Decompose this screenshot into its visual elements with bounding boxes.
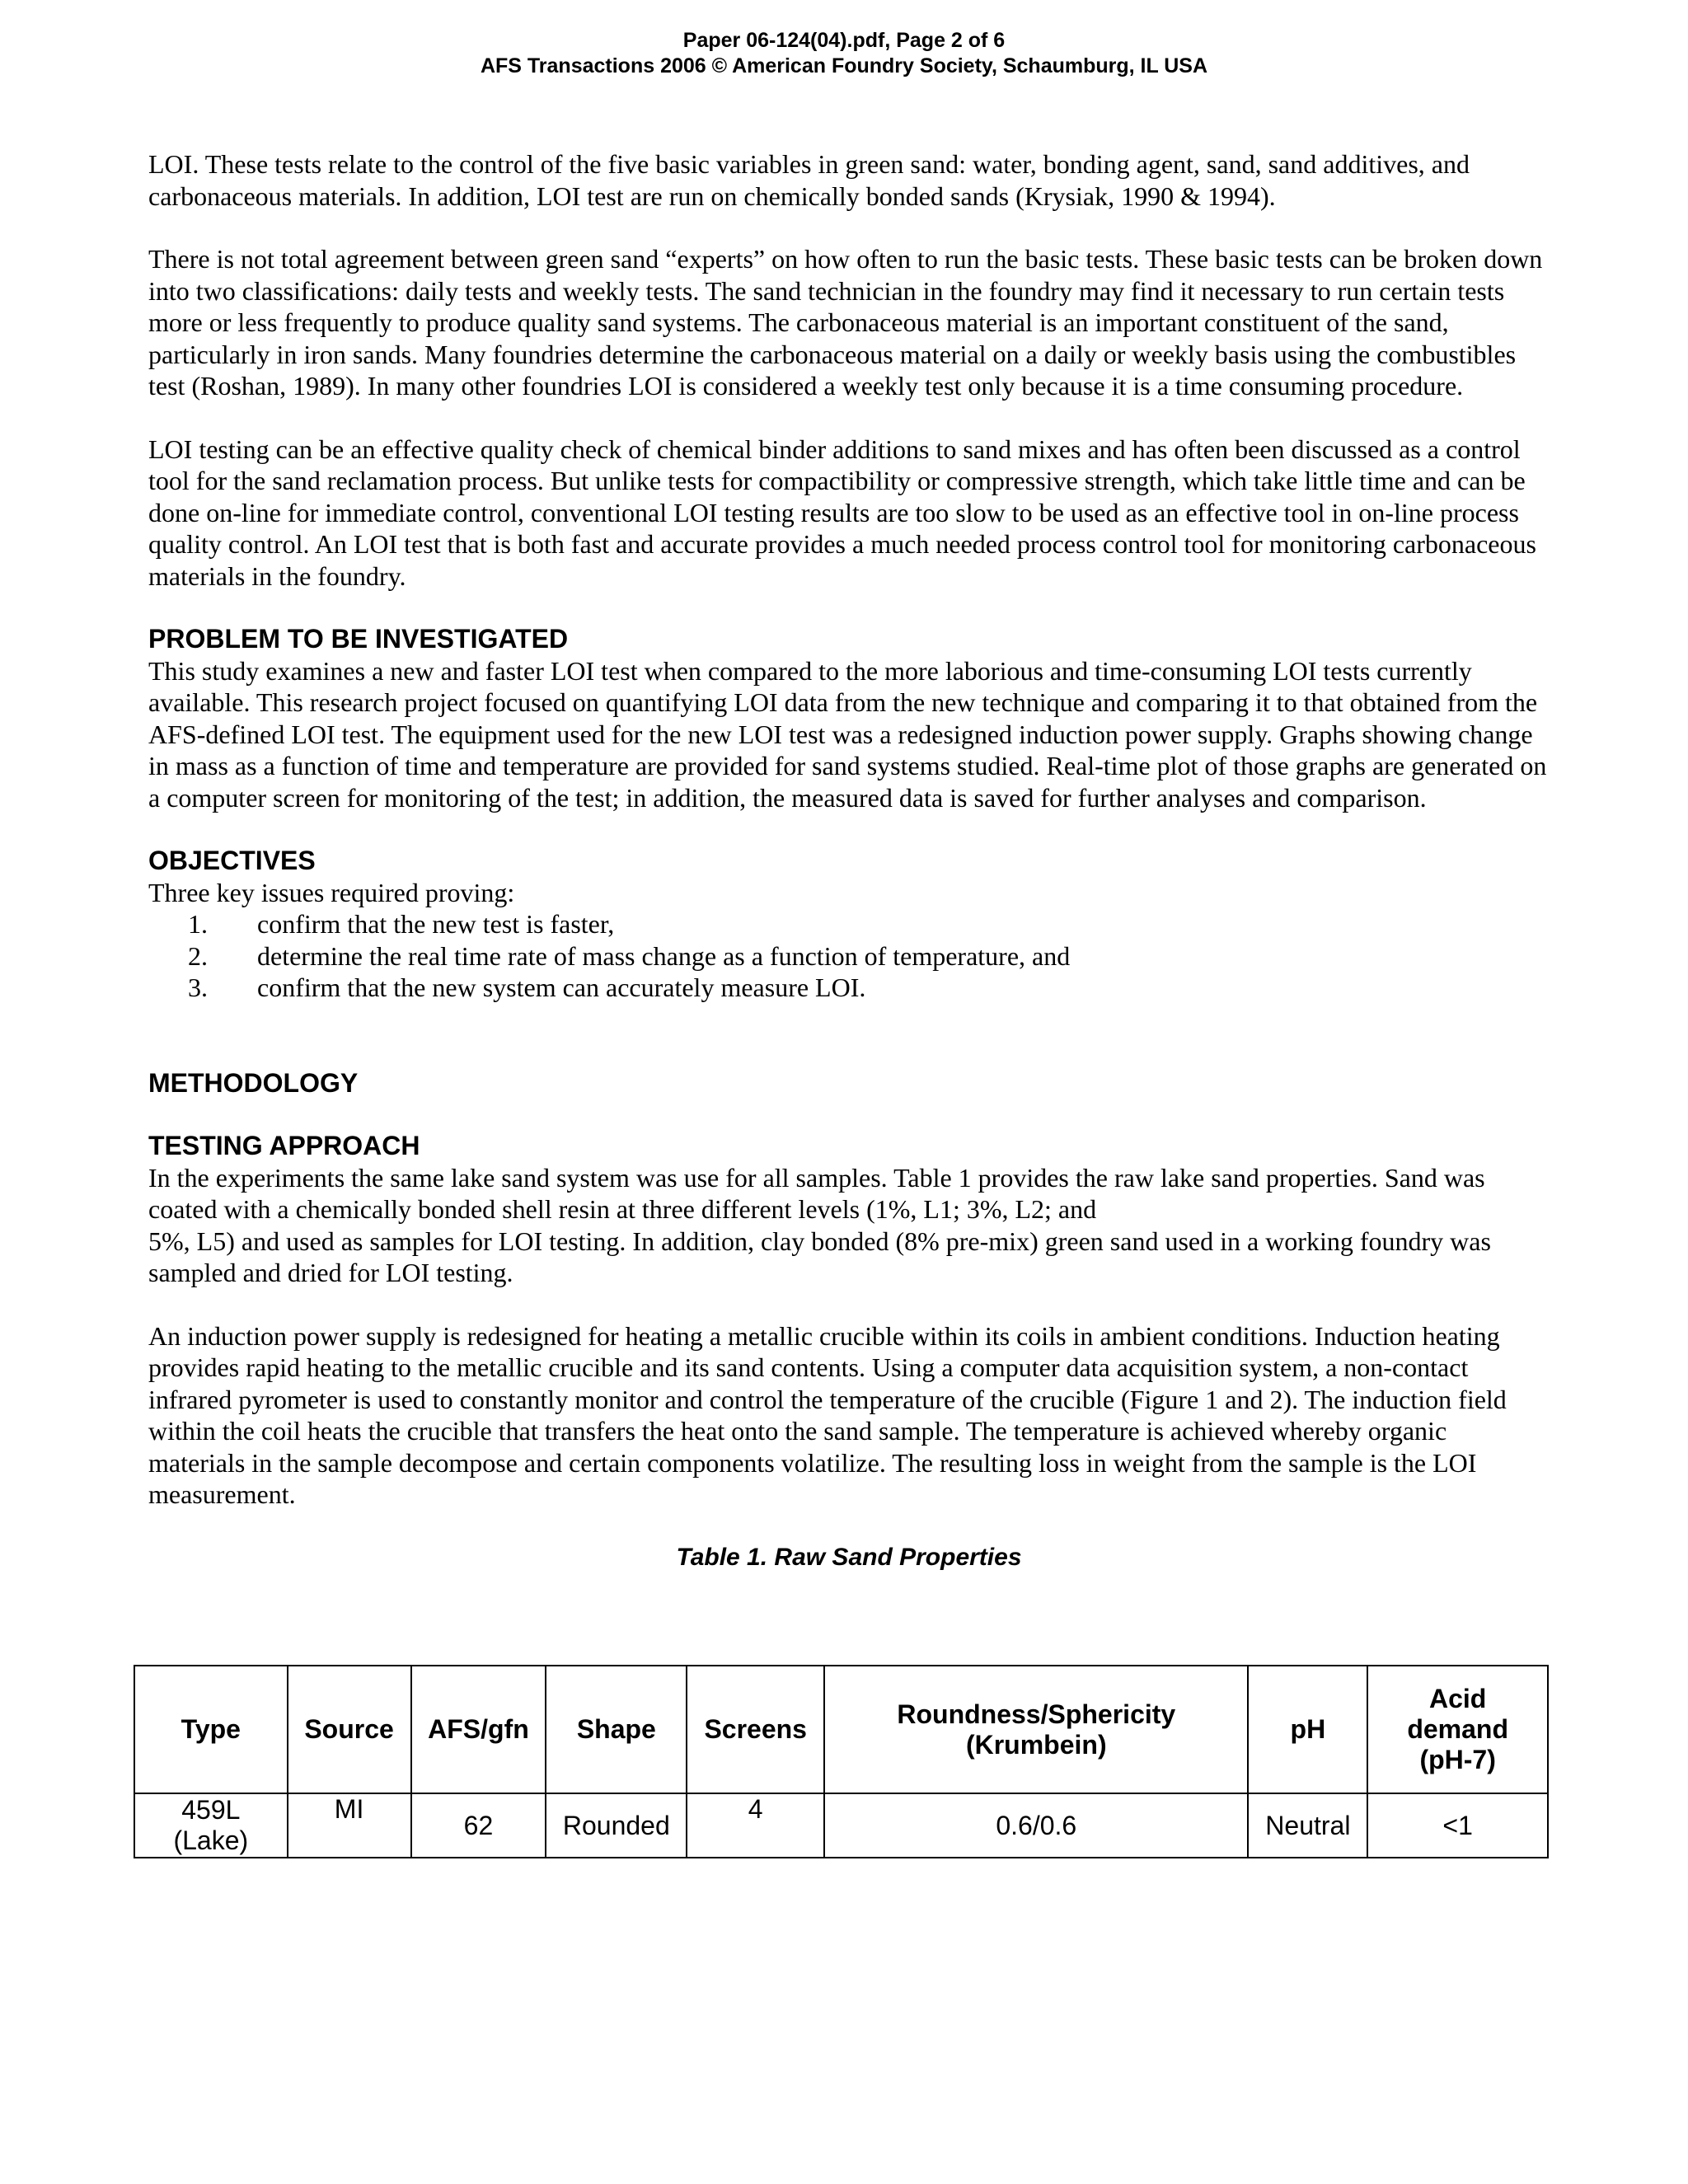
column-header-ph: pH: [1248, 1666, 1367, 1793]
cell-shape: Rounded: [546, 1793, 687, 1858]
cell-source: MI: [288, 1793, 411, 1858]
heading-methodology: METHODOLOGY: [148, 1067, 359, 1098]
paragraph-testing-approach-2: 5%, L5) and used as samples for LOI testing. In addition, clay bonded (8% pre-mix) green sand used in a working foundry was sampled and dried for LOI testing.: [148, 1226, 1491, 1287]
list-item-text: confirm that the new test is faster,: [257, 909, 615, 939]
header-line-1: Paper 06-124(04).pdf, Page 2 of 6: [682, 29, 1006, 52]
paragraph-loi-tests: LOI. These tests relate to the control of the five basic variables in green sand: water, bonding agent, sand, sand additives, and carbonaceous materials. In addition, LOI test are run on chemically bonded sands (Krysiak, 1990 & 1994).: [148, 149, 1470, 211]
column-header-shape: Shape: [546, 1666, 687, 1793]
column-header-roundness: [824, 1666, 1248, 1793]
list-item-number: 3.: [188, 972, 208, 1002]
list-item-number: 2.: [188, 940, 208, 971]
page-header: [0, 28, 1688, 79]
table-caption: Table 1. Raw Sand Properties: [676, 1543, 1022, 1571]
column-header-acid-line-3: (pH-7): [1419, 1745, 1496, 1774]
cell-type-line-1: 459L: [181, 1795, 241, 1825]
paragraph-loi-quality-check: LOI testing can be an effective quality check of chemical binder additions to sand mixes and has often been discussed as a control tool for the sand reclamation process. But unlike tests for compactibility or compressive strength, which take little time and can be done on-line for immediate control, conventional LOI testing results are too slow to be used as an effective tool in on-line process quality control. An LOI test that is both fast and accurate provides a much needed process control tool for monitoring carbonaceous materials in the foundry.: [148, 434, 1536, 591]
cell-afs-gfn: 62: [411, 1793, 546, 1858]
page-body: [148, 148, 1550, 1573]
column-header-source: Source: [288, 1666, 411, 1793]
list-item-number: 1.: [188, 909, 208, 939]
column-header-afs-gfn: AFS/gfn: [411, 1666, 546, 1793]
table-row: [134, 1793, 1548, 1858]
objectives-list: [148, 908, 1550, 1004]
paragraph-induction: An induction power supply is redesigned for heating a metallic crucible within its coils in ambient conditions. Induction heating provides rapid heating to the metallic crucible and its sand contents. Using a computer data acquisition system, a non-contact infrared pyrometer is used to constantly monitor and control the temperature of the crucible (Figure 1 and 2). The induction field within the coil heats the crucible that transfers the heat onto the sand sample. The temperature is achieved whereby organic materials in the sample decompose and certain components volatilize. The resulting loss in weight from the sample is the LOI measurement.: [148, 1320, 1507, 1509]
list-item: [148, 972, 1550, 1004]
cell-type-line-2: (Lake): [173, 1825, 249, 1855]
heading-testing-approach: TESTING APPROACH: [148, 1131, 420, 1160]
paragraph-testing-approach-1: In the experiments the same lake sand system was use for all samples. Table 1 provides the raw lake sand properties. Sand was coated with a chemically bonded shell resin at three different levels (1%, L1; 3%, L2; and: [148, 1162, 1485, 1224]
objectives-intro: Three key issues required proving:: [148, 877, 515, 907]
table-header-row: [134, 1666, 1548, 1793]
paragraph-test-frequency: There is not total agreement between green sand “experts” on how often to run the basic tests. These basic tests can be broken down into two classifications: daily tests and weekly tests. The sand technician in the foundry may find it necessary to run certain tests more or less frequently to produce quality sand systems. The carbonaceous material is an important constituent of the sand, particularly in iron sands. Many foundries determine the carbonaceous material on a daily or weekly basis using the combustibles test (Roshan, 1989). In many other foundries LOI is considered a weekly test only because it is a time consuming procedure.: [148, 244, 1543, 401]
header-line-2: AFS Transactions 2006 © American Foundry Society, Schaumburg, IL USA: [480, 54, 1208, 77]
column-header-roundness-line-2: (Krumbein): [965, 1729, 1107, 1760]
list-item: [148, 940, 1550, 972]
list-item: [148, 908, 1550, 940]
column-header-acid-demand: [1367, 1666, 1548, 1793]
cell-roundness: 0.6/0.6: [824, 1793, 1248, 1858]
list-item-text: confirm that the new system can accurately measure LOI.: [257, 972, 866, 1002]
cell-type: [134, 1793, 288, 1858]
column-header-acid-line-2: demand: [1407, 1714, 1508, 1744]
raw-sand-properties-table: [134, 1665, 1549, 1858]
cell-acid-demand: <1: [1367, 1793, 1548, 1858]
cell-screens: 4: [687, 1793, 824, 1858]
column-header-roundness-line-1: Roundness/Sphericity: [897, 1699, 1176, 1729]
heading-problem: PROBLEM TO BE INVESTIGATED: [148, 624, 569, 654]
paragraph-problem: This study examines a new and faster LOI test when compared to the more laborious and time-consuming LOI tests currently available. This research project focused on quantifying LOI data from the new technique and comparing it to that obtained from the AFS-defined LOI test. The equipment used for the new LOI test was a redesigned induction power supply. Graphs showing change in mass as a function of time and temperature are provided for sand systems studied. Real-time plot of those graphs are generated on a computer screen for monitoring of the test; in addition, the measured data is saved for further analyses and comparison.: [148, 655, 1547, 813]
column-header-screens: Screens: [687, 1666, 824, 1793]
list-item-text: determine the real time rate of mass change as a function of temperature, and: [257, 940, 1071, 971]
column-header-type: Type: [134, 1666, 288, 1793]
cell-ph: Neutral: [1248, 1793, 1367, 1858]
column-header-acid-line-1: Acid: [1428, 1684, 1487, 1713]
heading-objectives: OBJECTIVES: [148, 846, 316, 875]
